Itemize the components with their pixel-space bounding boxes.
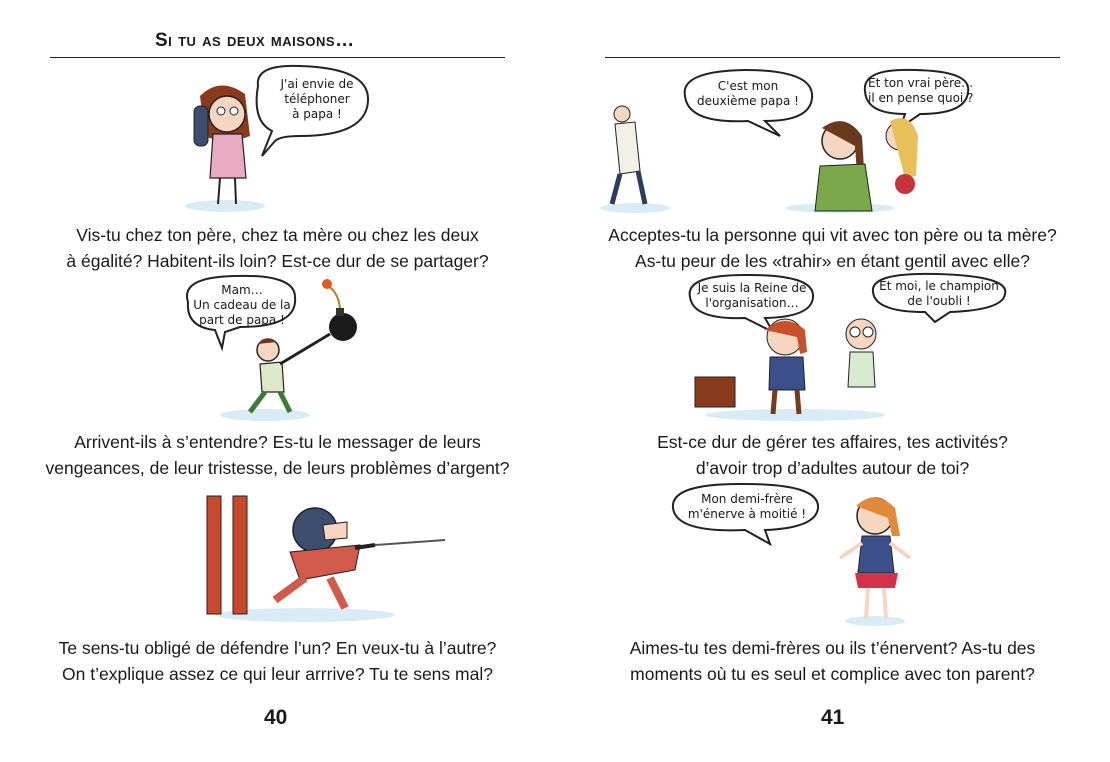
page-number: 40: [264, 706, 288, 729]
paragraph-3: Aimes-tu tes demi-frères ou ils t’énervent? As-tu des moments où tu es seul et complice avec ton parent?: [629, 638, 1036, 684]
paragraph-1: Vis-tu chez ton père, chez ta mère ou chez les deux à égalité? Habitent-ils loin? Est-ce dur de se partager?: [66, 225, 489, 271]
speech-bubble-reine: Je suis la Reine de l'organisation…: [697, 281, 807, 310]
paragraph-2: Arrivent-ils à s’entendre? Es-tu le messager de leurs vengeances, de leur tristesse, de leurs problèmes d’argent?: [45, 432, 510, 478]
speech-bubble-real-dad: Et ton vrai père… il en pense quoi ?: [868, 76, 974, 105]
paragraph-2: Est-ce dur de gérer tes affaires, tes activités? d’avoir trop d’adultes autour de toi?: [657, 432, 1008, 478]
header-rule: [605, 57, 1060, 58]
speech-bubble-second-dad: C'est mon deuxième papa !: [697, 79, 799, 108]
paragraph-1: Acceptes-tu la personne qui vit avec ton père ou ta mère? As-tu peur de les «trahir» en étant gentil avec elle?: [608, 225, 1057, 271]
speech-bubble-demi-frere: Mon demi-frère m'énerve à moitié !: [687, 492, 807, 521]
header-rule: [50, 57, 505, 58]
speech-bubble-phone: J'ai envie de téléphoner à papa !: [280, 77, 354, 121]
running-header: Si tu as deux maisons…: [155, 30, 355, 51]
page-number: 41: [821, 706, 845, 729]
paragraph-3: Te sens-tu obligé de défendre l’un? En veux-tu à l’autre? On t’explique assez ce qui leur arrrive? Tu te sens mal?: [58, 638, 497, 684]
speech-bubble-bomb: Mam… Un cadeau de la part de papa !: [193, 283, 291, 327]
fencer-illustration: [195, 490, 455, 625]
speech-bubble-champion: Et moi, le champion de l'oubli !: [879, 279, 999, 308]
right-page: [555, 0, 1110, 762]
